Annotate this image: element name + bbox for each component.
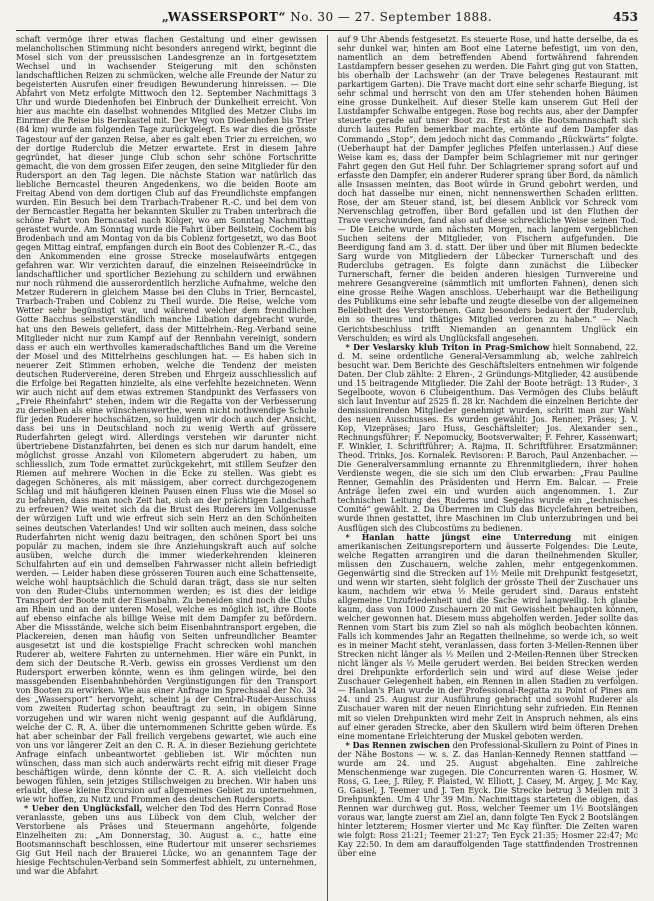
issue-info: No. 30 — 27. September 1888. xyxy=(290,10,493,24)
left-column xyxy=(16,35,317,901)
paragraph-hanlan xyxy=(338,533,639,741)
section-text: den Professional-Skullern zu Point of Pines in der Nähe Bostons — w. s. Z. das Hanlan-Kennedy Rennen stattfand — wurde am 24. und 25. August abgehalten. Eine zahlreiche Menschenmenge war zugegen. Die Concurrenten waren G. Hosmer, W. Ross, G. Lee, J. Riley, F. Plaisted, W. Elliott, J. Casey, M. Argey, J. Mc Kay, G. Gaisel, J. Teemer und J. Ten Eyck. Die Strecke betrug 3 Meilen mit 3 Drehpunkten. Um 4 Uhr 39 Min. Nachmittags starteten die obigen, das Rennen war durchweg gut. Ross, welcher Teemer um 1½ Bootslängen voraus war, langte zuerst am Ziel an, dann folgte Ten Eyck 2 Bootslängen hinter letzterem; Hosmer vierter und Mc Kay fünfter. Die Zeiten waren wie folgt: Ross 21:21; Teemer 21:27; Ten Eyck 21:35; Hosmer 22:47; Mc Kay 22:50. In dem am darauffolgenden Tage stattfindenden Trostrennen über eine xyxy=(337,740,638,859)
page-header xyxy=(16,10,638,31)
section-heading: * Der Veslarsky klub Triton in Prag-Smichow xyxy=(345,341,550,352)
section-heading: * Ueber den Unglücksfall, xyxy=(24,802,143,813)
section-heading: * Hanlan hatte jüngst eine Unterredung xyxy=(345,531,572,542)
paragraph-unglucksfall xyxy=(16,804,317,876)
column-divider xyxy=(327,35,328,901)
masthead xyxy=(162,10,492,24)
section-heading: * Das Rennen zwischen xyxy=(345,739,450,750)
right-column xyxy=(338,35,639,901)
paragraph-moselfahrt: schaft vermöge ihrer etwas flachen Gestaltung und einer gewissen melancholischen Stimmung nicht besonders anregend wirkt, beginnt die Mosel sich von der preussischen Landesgrenze an in fortgesetztem Wechsel und in wachsender Steigerung mit den schönsten landschaftlichen Reizen zu schmücken, welche alle Freunde der Natur zu begeisterten Ausrufen einer freudigen Bewunderung hinreissen. — Die Abfahrt von Metz erfolgte Mittwoch den 12. September Nachmittags 3 Uhr und wurde Diedenhofen bei Einbruch der Dunkelheit erreicht. Von hier aus machte ein daselbst wohnendes Mitglied des Metzer Clubs im Einrmer die Reise bis Bernkastel mit. Der Weg von Diedenhofen bis Trier (84 km) wurde am folgenden Tage zurückgelegt. Es war dies die grösste Tagestour auf der ganzen Reise, aber es galt eben Trier zu erreichen, wo der dortige Ruderclub die Metzer erwartete. Erst in diesem Jahre gegründet, hat dieser junge Club schon sehr schöne Fortschritte gemacht, die von dem grossen Eifer zeugen, den seine Mitglieder für den Rudersport an den Tag legen. Die nächste Station war natürlich das liebliche Berncastel theuren Angedenkens, wo die beiden Boote am Freitag Abend von dem dortigen Club auf das Freundlichste empfangen wurden. Ein Besuch bei dem Trarbach-Trabener R.-C. und bei dem von der Berncastler Regatta her bekannten Skuller zu Traben unterbrach die schöne Fahrt von Berncastel nach Kölger, wo am Sonntag Nachmittag gerastet wurde. Am Sonntag wurde die Fahrt über Beilstein, Cochem bis Brodenbach und am Montag von da bis Coblenz fortgesetzt, wo das Boot gegen Mittag eintraf, empfangen durch ein Boot des Coblenzer R.-C., das den Ankommenden eine grosse Strecke moselaufwärts entgegen gefahren war. Wir verzichten darauf, die einzelnen Reiseeindrücke in landschaftlicher und sportlicher Beziehung zu schildern und erwähnen nur noch rühmend die ausserordentlich herzliche Aufnahme, welche den Metzer Ruderern in gleichem Masse bei den Clubs in Trier, Berncastel, Trarbach-Traben und Coblenz zu Theil wurde. Die Reise, welche vom Wetter sehr begünstigt war, und während welcher dem freundlichen Gotte Bacchus selbstverständlich manche Libation dargebracht wurde, hat uns den Beweis geliefert, dass der Mittelrhein.-Reg.-Verband seine Mitglieder nicht nur zum Kampf auf der Rennbahn vereinigt, sondern dass er auch ein werthvolles kameradschaftliches Band um die Vereine der Mosel und des Mittelrheins geschlungen hat. — Es haben sich in neuerer Zeit Stimmen erhoben, welche die Tendenz der meisten deutschen Rudervereine, deren Streben und Ehrgeiz ausschliesslich auf die Erfolge bei Regatten hinzielte, als eine verfehlte bezeichneten. Wenn wir auch nicht auf dem etwas extremen Standpunkt des Verfassers von „Freie Rheinfahrt“ stehen, indem wir die Regatta von der Verbesserung zu derselben als eine wünschenswerthe, wenn nicht nothwendige Schule für jeden Ruderer hochschätzen, so huldigen wir doch auch der Ansicht, dass bei uns in Deutschland noch zu wenig Werth auf grössere Ruderfahrten gelegt wird. Allerdings verstehen wir darunter nicht übertriebene Distanzfahrten, bei denen es sich nur darum handelt, eine möglichst grosse Anzahl von Kilometern abgerudert zu haben, um schliesslich, zum Tode ermattet zurückgekehrt, mit stillem Seufzer den Riemen auf mehrere Wochen in die Ecke zu stellen. Was giebt es dagegen Schöneres, als mit mässigem, aber correct durchgezogenem Schlag und mit häufigeren kleinen Pausen einen Fluss wie die Mosel so zu befahren, dass man noch Zeit hat, sich an der prächtigen Landschaft zu erfreuen? Wie weitet sich da die Brust des Ruderers im Vollgenusse der würzigen Luft und wie erfreut sich sein Herz an den Schönheiten seines deutschen Vaterlandes! Und wir sollten auch meinen, dass solche Ruderfahrten nicht wenig dazu beitragen, den schönen Sport bei uns populär zu machen, indem sie ihre Anziehungskraft auch auf solche ausüben, welche durch die immer wiederkehrenden kleineren Schulfahrten auf ein und demselben Fahrwasser nicht allein befriedigt werden. — Leider haben diese grösseren Touren auch eine Schattenseite, welche wohl hauptsächlich die Schuld daran trägt, dass sie nur selten von den Ruder-Clubs unternommen werden; es ist dies der leidige Transport der Boote mit der Eisenbahn. Zu beneiden sind noch die Clubs am Rhein und an der unteren Mosel, welche es möglich ist, ihre Boote auf ebenso einfache als billige Weise mit dem Dampfer zu befördern. Aber die Missstände, welche sich beim Eisenbahntransport ergeben, die Plackereien, denen man häufig von Seiten unfreundlicher Beamter ausgesetzt ist und die kostspielige Fracht schrecken wohl manchen Ruderer ab, weitere Fahrten zu unternehmen. Hier wäre ein Punkt, in dem sich der Deutsche R.-Verb. gewiss ein grosses Verdienst um den Rudersport erwerben könnte, wenn es ihm gelingen würde, bei den massgebenden Eisenbahnbehörden Vergünstigungen für den Transport von Booten zu erwirken. Wie aus einer Anfrage im Sprechsaal der No. 34 des „Wassersport“ hervorgeht, scheint ja der Central-Ruder-Ausschuss vom zweiten Rudertag schon beauftragt zu sein, in obigem Sinne vorzugehen und wir waren nicht wenig gespannt auf die Aufklärung, welche der C. R. A. über die unternommenen Schritte geben würde. Es hat aber scheinbar der Fall freilich vergebens gewartet, wie auch eine von uns vor längerer Zeit an den C. R. A. in dieser Beziehung gerichtete Anfrage einfach unbeantwortet geblieben ist. Wir möchten nun wünschen, dass man sich auch anderwärts recht eifrig mit dieser Frage beschäftigen würde, denn könnte der C. R. A. sich vielleicht doch bewogen fühlen, sein jetziges Stillschweigen zu brechen. Wir haben uns erlaubt, diese kleine Excursion auf allgemeines Gebiet zu unternehmen, wie wir hoffen, zu Nutz und Frommen des deutschen Rudersports. xyxy=(16,35,317,804)
paragraph-unglucksfall-cont: auf 9 Uhr Abends festgesetzt. Es steuerte Rose, und hatte derselbe, da es sehr dunkel war, hinten am Boot eine Laterne befestigt, um von den, namentlich an dem betreffenden Abend fortwährend fahrenden Lastdampfern besser gesehen zu werden. Die Fahrt ging gut von Statten, bis oberhalb der Lachswehr (an der Trave belegenes Restaurant mit parkartigem Garten). Die Trave macht dort eine sehr scharfe Biegung, ist sehr schmal und herrscht von den am Ufer stehenden hohen Bäumen eine grosse Dunkelheit. Auf dieser Stelle kam unserem Gut Heil der Lustdampfer Schwalbe entgegen. Rose bog rechts aus, aber der Dampfer steuerte gerade auf unser Boot zu. Erst als die Bootsmannschaft sich durch lautes Rufen bemerkbar machte, ertönte auf dem Dampfer das Commando „Stop“, dem jedoch nicht das Commando „Rückwärts“ folgte. (Ueberhaupt hat der Dampfer jegliches Pfeifen unterlassen.) Auf diese Weise kam es, dass der Dampfer beim Schlagriemer mit nur geringer Fahrt gegen den Gut Heil fuhr. Der Schlagriemer sprang sofort auf und erfasste den Dampfer, ein anderer Ruderer sprang über Bord, da nämlich alle Insassen meinten, das Boot würde in Grund gebohrt werden, und doch hat dasselbe nur einen, nicht nennenswerthen Schaden erlitten. Rose, der am Steuer stand, ist, bei diesem Anblick vor Schreck vom Nervenschlag getroffen, über Bord gefallen und ist den Fluthen der Trave verschwunden, fand also auf diese schreckliche Weise seinen Tod. — Die Leiche wurde am nächsten Morgen, nach langem vergeblichen Suchen seitens der Mitglieder, von Fischern aufgefunden. Die Beerdigung fand am 3. d. statt. Der über und über mit Blumen bedeckte Sarg wurde von Mitgliedern der Lübecker Turnerschaft und des Ruderclubs getragen. Es folgte dann zunächst die Lübecker Turnerschaft, ferner die beiden anderen hiesigen Turnvereine und mehrere Gesangvereine (sämmtlich mit umflorten Fahnen), denen sich eine grosse Reihe Wagen anschloss. Ueberhaupt war die Betheiligung des Publikums eine sehr lebafte und zeugte dieselbe von der allgemeinen Beliebtheit des Verstorbenen. Ganz besonders bedauert der Ruderclub, ein so theures und thätiges Mitglied verloren zu haben.“ — Nach Gerichtsbeschluss trifft Niemanden an genanntem Unglück ein Verschulden; es wird als Unglücksfall angesehen. xyxy=(337,35,638,343)
paragraph-point-of-pines xyxy=(338,741,639,859)
page-number: 453 xyxy=(612,10,638,24)
paragraph-triton xyxy=(338,343,639,533)
section-text: hielt Sonnabend, 22. d. M. seine ordentliche General-Versammlung ab, welche zahlreich besucht war. Dem Berichte des Geschäftsleiters entnehmen wir folgende Daten. Der Club zählte: 2 Ehren-, 2 Gründungs-Mitglieder, 42 ausübende und 15 beitragende Mitglieder. Die Zahl der Boote beträgt: 13 Ruder-, 3 Segelboote, wovon 6 Clubeigenthum. Das Vermögen des Clubs beläuft sich laut Inventur auf 2525 fl. 28 kr. Nachdem die einzelnen Berichte der demissionirenden Mitglieder genehmigt wurden, schritt man zur Wahl des neuen Ausschusses. Es wurden gewählt: Jos. Renner, Präses; J. V. Kop, Vizepräses; Jaro Huss, Geschäftsleiter; Jos. Alexander sen., Rechnungsführer; F. Nepomucky, Bootsverwalter; F. Fehrer, Kassenwart; F. Winkler, I. Schriftführer; A. Rajma, II. Schriftführer. Ersatzmänner: Theod. Trinks, Jos. Kornalek. Revisoren: P. Baroch, Paul Anzenbacher. — Die Generalversammlung ernannte zu Ehrenmitgliedern, ihrer hohen Verdienste wegen, die sie sich um den Club erwarben: „Frau Pauline Renner, Gemahlin des Präsidenten und Herrn Em. Balcar. — Freie Anträge liefen zwei ein und wurden auch angenommen. 1. Zur technischen Leitung des Ruderns und Segelns wurde ein „technisches Comité“ gewählt. 2. Da Überrmen im Club das Bicyclefahren betreiben, wurde ihnen gestattet, ihre Maschinen im Club unterzubringen und bei Ausflügen sich des Clubcostüms zu bedienen. xyxy=(337,342,638,533)
publication-title: „WASSERSPORT“ xyxy=(161,10,286,24)
section-text: welcher den Tod des Herrn Conrad Rose veranlasste, geben uns aus Lübeck von dem Club, welcher der Verstorbene als Präses und Steuermann angehörte, folgende Einzelheiten zu: „Am Donnerstag, 30. August a. c., hatte eine Bootsmannschaft beschlossen, eine Rudertour mit unserer sechsriemes Gig Gut Heil nach der Brauerei Lücke, wo an genanntem Tage der hiesige Fechtschulen-Verband sein Sommerfest abhielt, zu unternehmen, und war die Abfahrt xyxy=(16,803,317,877)
article-columns xyxy=(16,35,638,901)
section-text: mit einigen amerikanischen Zeitungsreportern und äusserte Folgendes: Die Leute, welche Regatten arrangiren und die daran theilnehmenden Skuller, müssen den Zuschauern, welche zahlen, mehr entgegenkommen. Gegenwärtig sind die Strecken auf 1½ Meile mit Drehpunkt festgesetzt, und wenn wir starten, sieht folglich der grösste Theil der Zuschauer uns kaum, nachdem wir etwa ½ Meile gerudert sind. Daraus entsteht allgemeine Unzufriedenheit und die Sache wird langweilig. Ich glaube kaum, dass von 1000 Zuschauern 20 mit Gewissheit behaupten können, welcher gewonnen hat. Diesem muss abgeholfen werden. Jeder sollte das Rennen vom Start bis zum Ziel so nah als möglich beobachten können. Falls ich kommendes Jahr an Regatten theilnehme, so werde ich, so weit es in meiner Macht steht, veranlassen, dass forten 3-Meilen-Rennen über Strecken nicht länger als ½ Meilen und 2-Meilen-Rennen über Strecken nicht länger als ⅓ Meile gerudert werden. Bei beiden Strecken werden drei Drehpunkte erforderlich sein und wird auf diese Weise jeder Zuschauer Gelegenheit haben, ein Rennen in allen Stadien zu verfolgen. — Hanlan's Plan wurde in der Professional-Regatta zu Point of Pines am 24. und 25. August zur Ausführung gebracht und sowohl Ruderer als Zuschauer waren mit der neuen Einrichtung sehr zufrieden. Ein Rennen mit so vielen Drehpunkten wird mehr Zeit in Anspruch nehmen, als eins auf einer geraden Strecke, aber den Skullern wird beim öfteren Drehen eine momentane Erleichterung der Muskel geboten werden. xyxy=(337,532,638,741)
